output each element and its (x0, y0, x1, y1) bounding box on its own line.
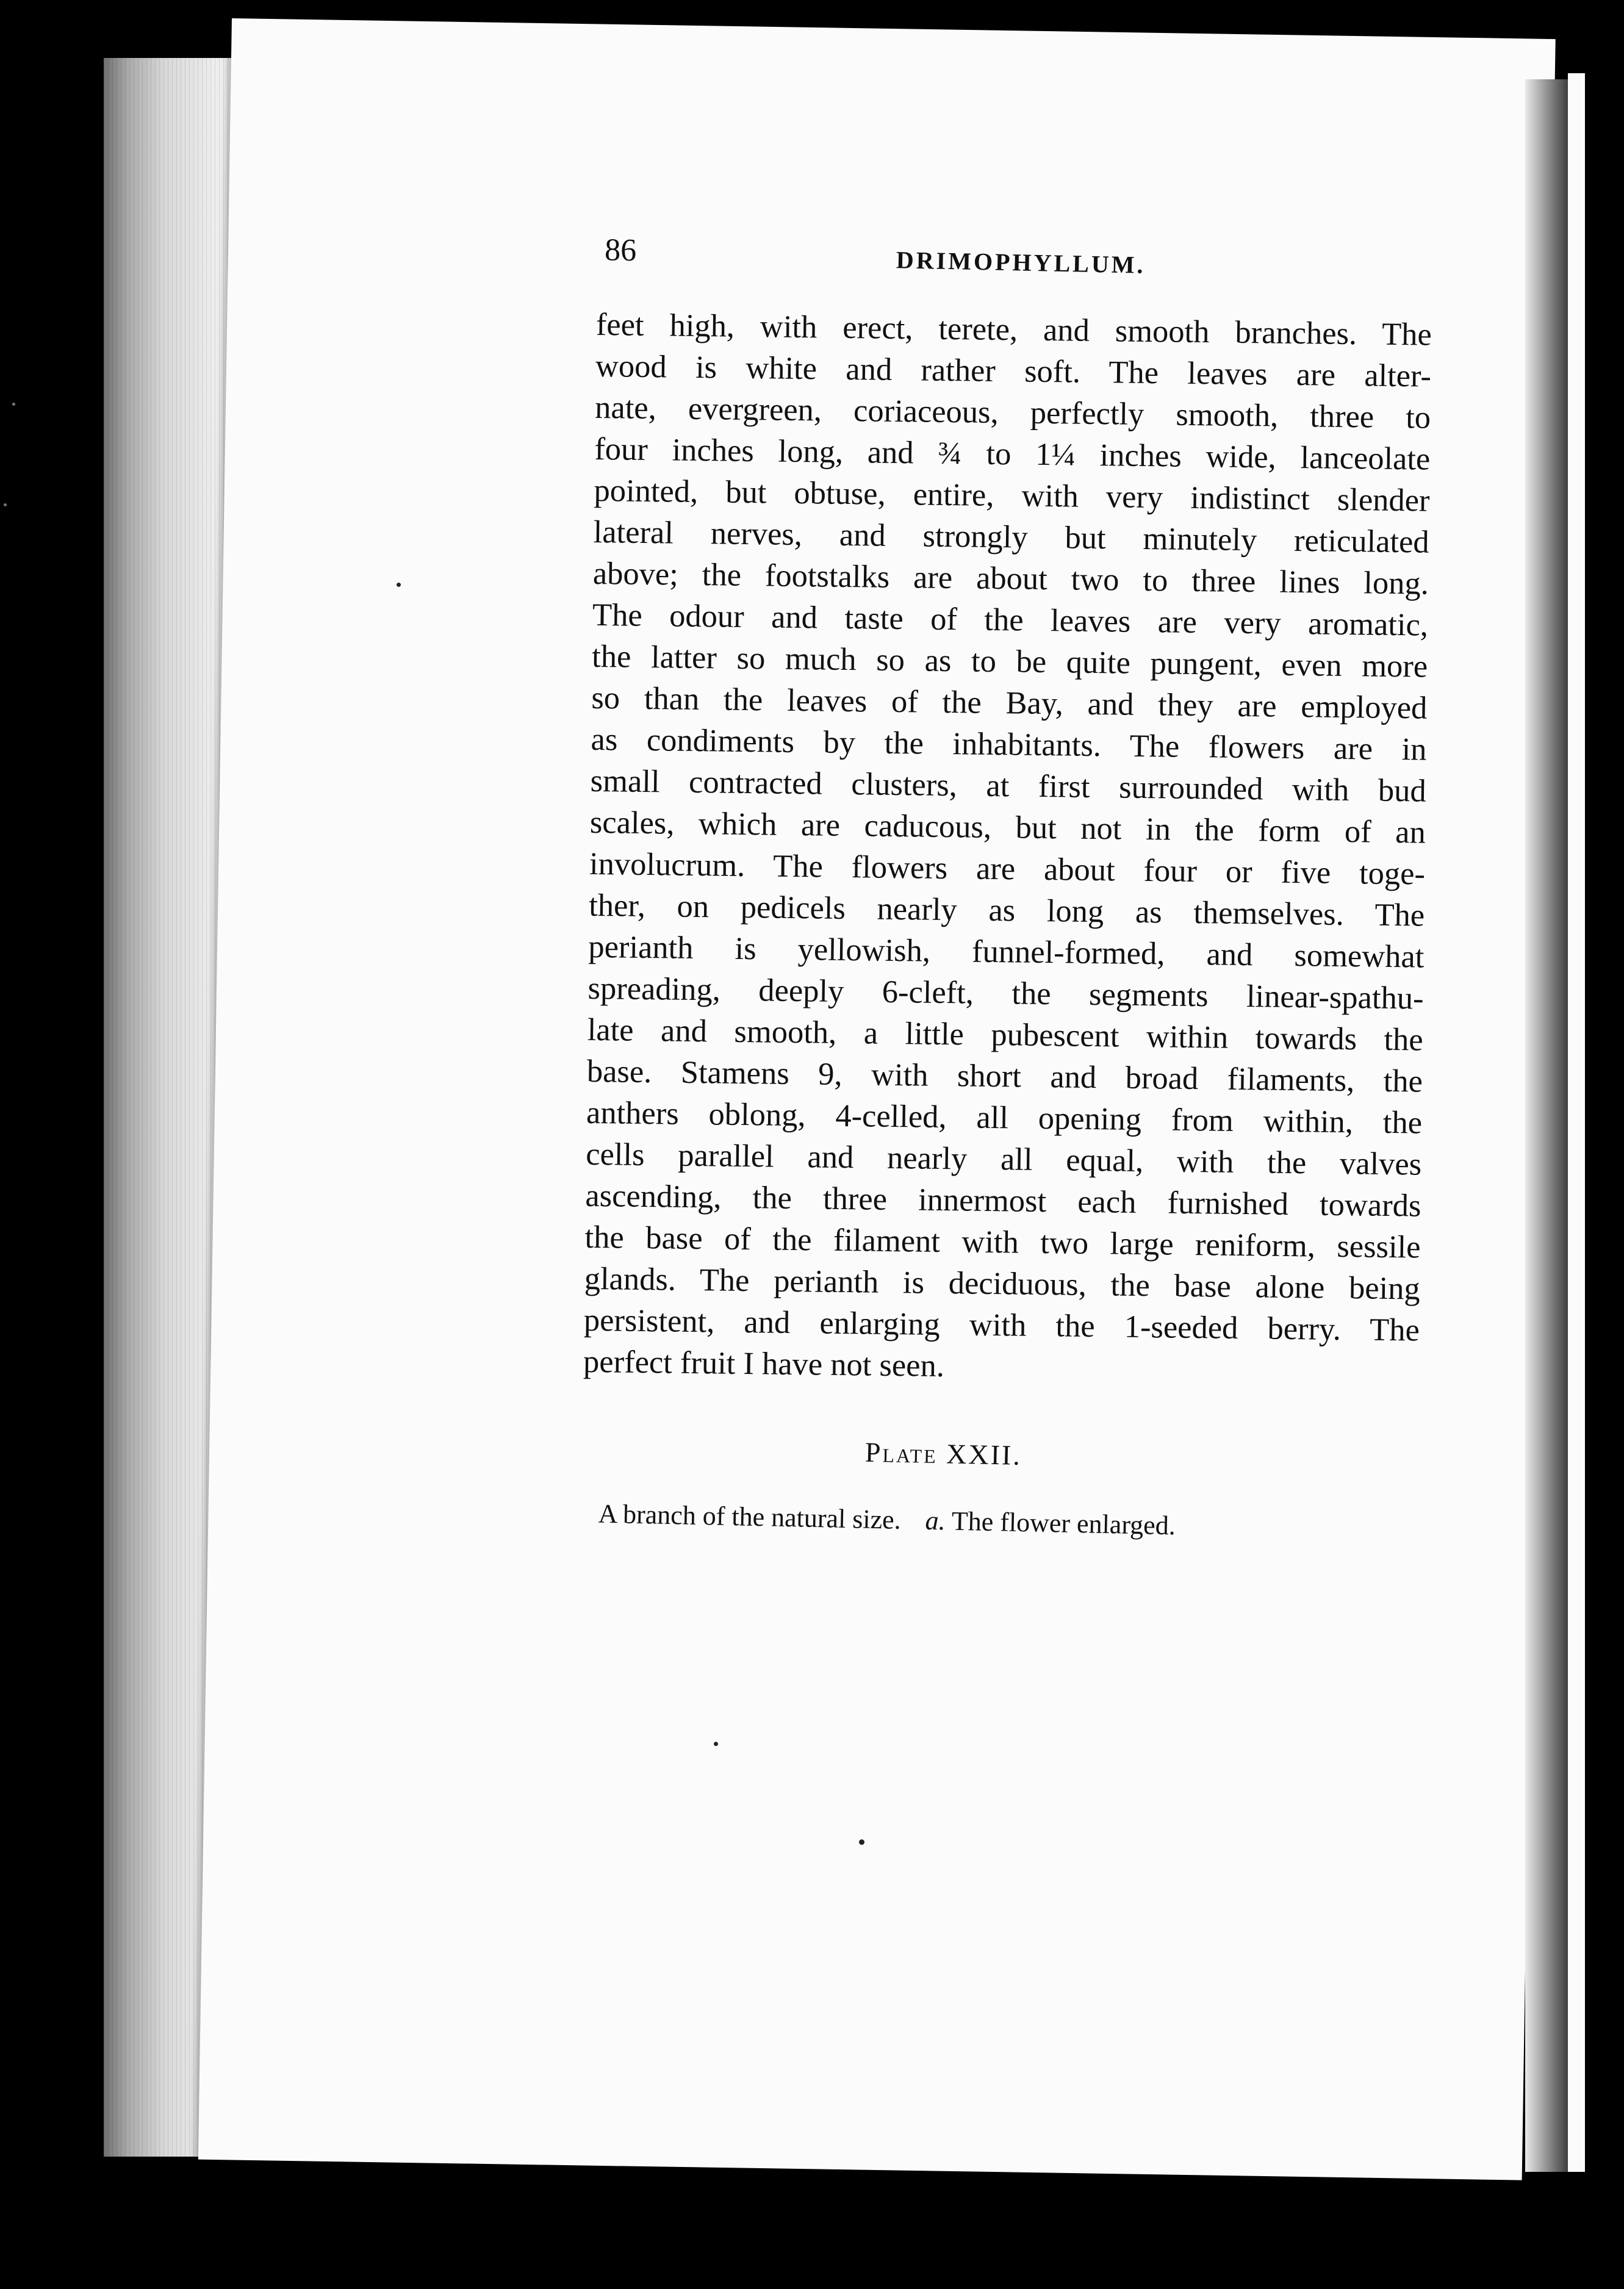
body-line: The odour and taste of the leaves are very aromatic, (592, 597, 1429, 643)
body-line: the latter so much so as to be quite pungent, even more (591, 638, 1428, 685)
caption-letter: a. (925, 1505, 946, 1536)
page-speck (397, 583, 401, 587)
body-line: glands. The perianth is deciduous, the base alone being (584, 1260, 1421, 1307)
body-line: so than the leaves of the Bay, and they are employed (591, 680, 1428, 726)
body-line: the base of the filament with two large reniform, sessile (584, 1219, 1421, 1265)
body-line: cells parallel and nearly all equal, with the valves (585, 1136, 1422, 1182)
plate-heading: Plate XXII. (864, 1436, 1022, 1471)
body-line: ascending, the three innermost each furnished towards (585, 1177, 1421, 1224)
body-line: anthers oblong, 4-celled, all opening from within, the (586, 1094, 1423, 1141)
body-line: late and smooth, a little pubescent within towards the (587, 1012, 1424, 1058)
page-speck (859, 1839, 864, 1845)
body-line: involucrum. The flowers are about four or five toge- (589, 846, 1426, 892)
body-line: perfect fruit I have not seen. (583, 1343, 945, 1384)
page-speck (714, 1742, 718, 1746)
right-page-edge (1525, 79, 1568, 2172)
page-speck (4, 503, 7, 506)
right-page-gutter (1568, 73, 1585, 2172)
header-title: DRIMOPHYLLUM. (896, 246, 1146, 279)
body-line: scales, which are caducous, but not in the form of an (589, 804, 1426, 850)
body-line: perianth is yellowish, funnel-formed, and somewhat (588, 929, 1425, 975)
caption-main: A branch of the natural size. (598, 1498, 902, 1535)
body-line: small contracted clusters, at first surrounded with bud (590, 763, 1427, 809)
body-line: four inches long, and ¾ to 1¼ inches wide, lanceolate (594, 431, 1431, 477)
page-speck (12, 403, 15, 406)
caption-rest: The flower enlarged. (951, 1506, 1176, 1541)
body-line: as condiments by the inhabitants. The flowers are in (591, 721, 1427, 767)
body-line: spreading, deeply 6-cleft, the segments linear-spathu- (587, 970, 1424, 1016)
page-content (570, 226, 1445, 1547)
body-line: base. Stamens 9, with short and broad filaments, the (586, 1053, 1423, 1099)
body-text (583, 304, 1432, 1393)
body-line: above; the footstalks are about two to three lines long. (592, 555, 1429, 602)
body-line: wood is white and rather soft. The leaves are alter- (595, 348, 1432, 394)
body-line: lateral nerves, and strongly but minutely reticulated (593, 514, 1430, 560)
body-line: nate, evergreen, coriaceous, perfectly smooth, three to (594, 389, 1431, 436)
body-line: ther, on pedicels nearly as long as themselves. The (588, 887, 1425, 933)
body-line: feet high, with erect, terete, and smooth branches. The (595, 306, 1432, 353)
body-line: persistent, and enlarging with the 1-seeded berry. The (583, 1302, 1420, 1348)
body-line: pointed, but obtuse, entire, with very indistinct slender (594, 472, 1430, 519)
page-number: 86 (604, 232, 637, 268)
